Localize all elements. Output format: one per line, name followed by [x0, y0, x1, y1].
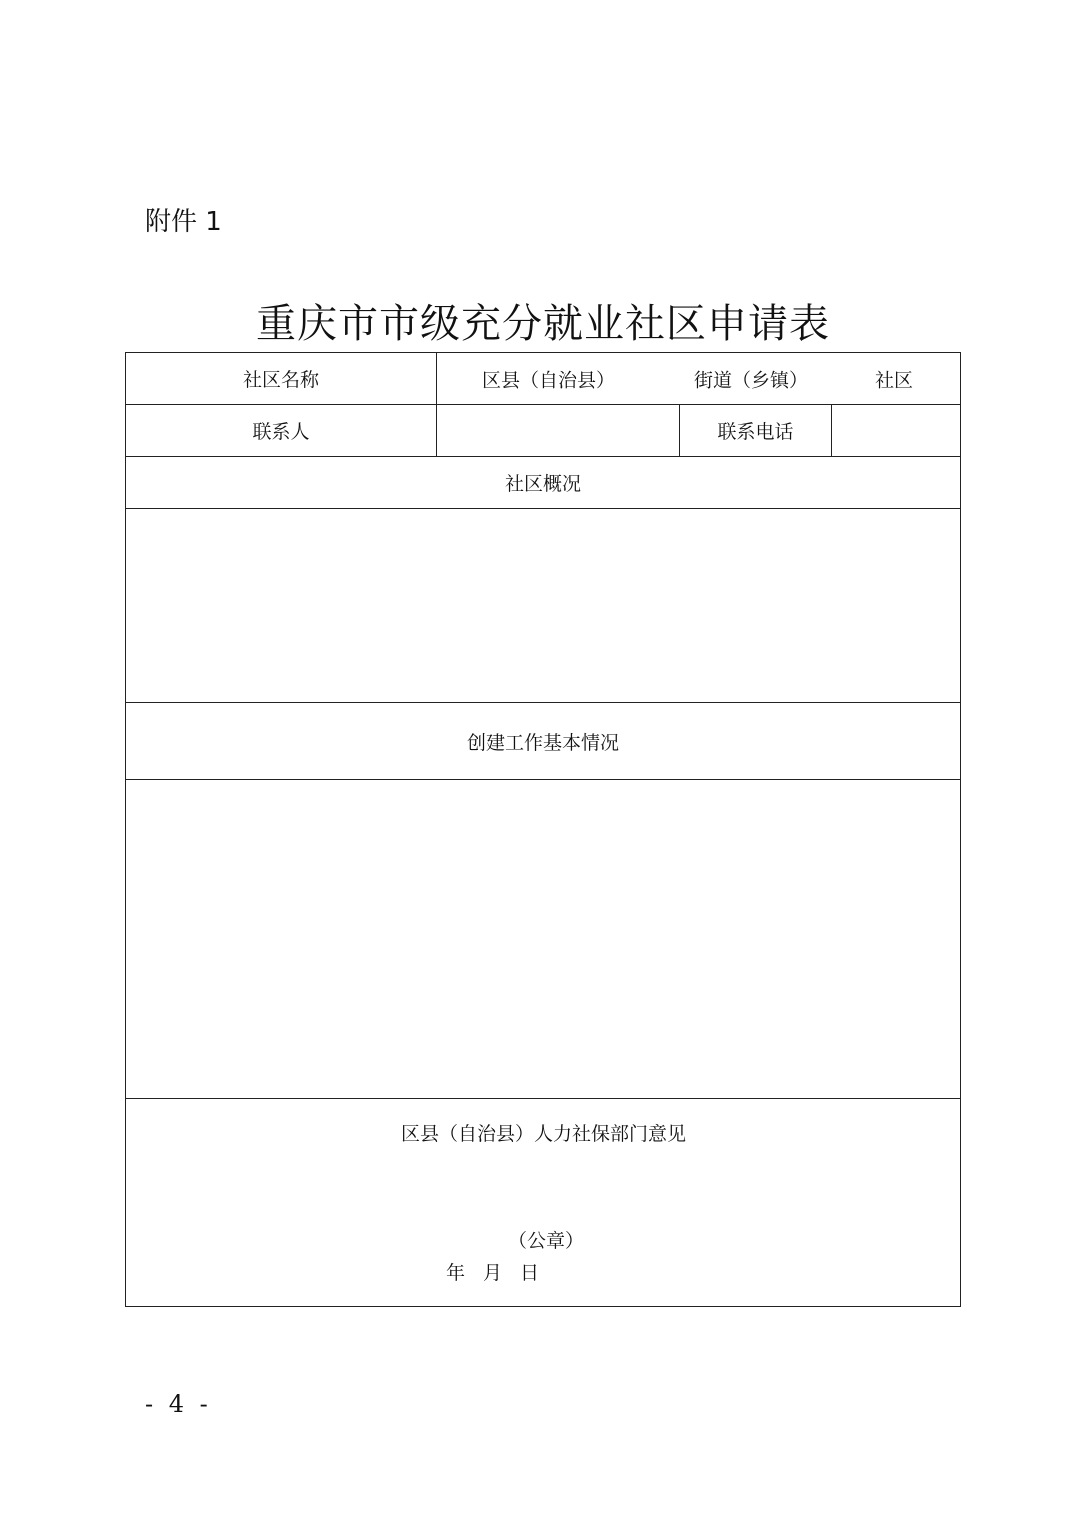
contact-phone-field[interactable]: [832, 405, 961, 457]
department-opinion-field[interactable]: [126, 1099, 961, 1307]
overview-content-field[interactable]: [126, 509, 961, 703]
row-department-opinion: [126, 1099, 961, 1307]
contact-person-field[interactable]: [437, 405, 680, 457]
attachment-label: 附件 1: [145, 207, 222, 237]
page-title: 重庆市市级充分就业社区申请表: [256, 301, 830, 347]
overview-label: 社区概况: [126, 457, 961, 509]
community-name-label: 社区名称: [126, 353, 437, 405]
signature-date: [446, 1258, 539, 1285]
row-overview-header: [126, 457, 961, 509]
street-suffix: 街道（乡镇）: [694, 369, 809, 391]
community-address-field[interactable]: [437, 353, 961, 405]
date-month-label: 月: [483, 1262, 503, 1284]
page-number: - 4 -: [145, 1390, 212, 1418]
row-work-header: [126, 703, 961, 780]
contact-phone-label: 联系电话: [680, 405, 832, 457]
official-seal-label: （公章）: [508, 1230, 585, 1252]
row-community-name: [126, 353, 961, 405]
department-opinion-label: 区县（自治县）人力社保部门意见: [400, 1123, 686, 1145]
community-suffix: 社区: [875, 369, 914, 391]
district-suffix: 区县（自治县）: [482, 369, 616, 391]
date-day-label: 日: [520, 1262, 540, 1284]
application-form-table: [125, 352, 961, 1307]
row-contact: [126, 405, 961, 457]
row-overview-body: [126, 509, 961, 703]
work-status-content-field[interactable]: [126, 780, 961, 1099]
date-year-label: 年: [446, 1262, 466, 1284]
work-status-label: 创建工作基本情况: [126, 703, 961, 780]
row-work-body: [126, 780, 961, 1099]
contact-person-label: 联系人: [126, 405, 437, 457]
